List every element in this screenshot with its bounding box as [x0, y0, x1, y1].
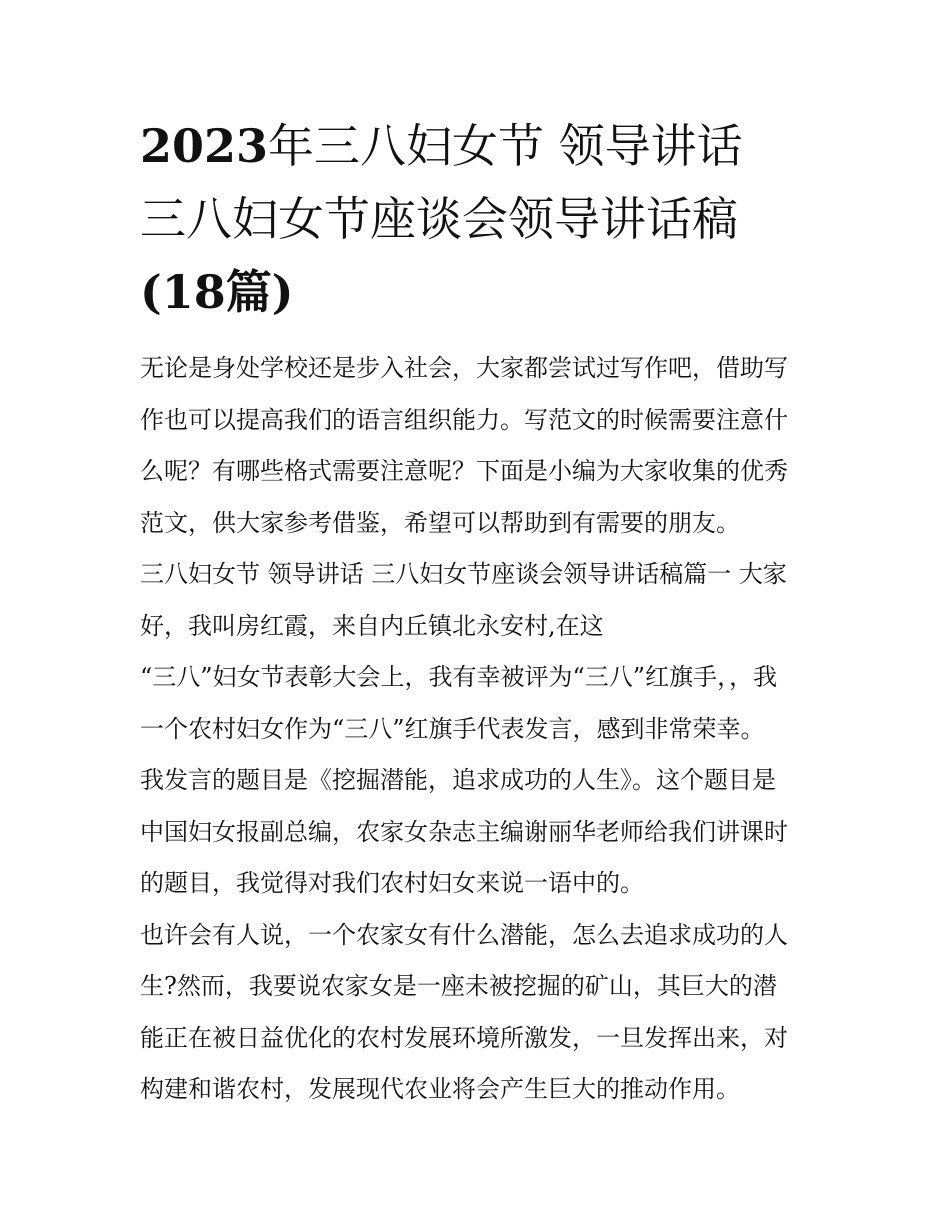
title-text-1: 年三八妇女节 领导讲话 [268, 119, 743, 173]
text-line: 范文，供大家参考借鉴，希望可以帮助到有需要的朋友。 [140, 508, 740, 537]
text-line: 无论是身处学校还是步入社会，大家都尝试过写作吧，借助写 [140, 354, 788, 382]
document-page [140, 110, 820, 1116]
title-text-3: 篇) [225, 265, 294, 319]
text-line: 也许会有人说，一个农家女有什么潜能，怎么去追求成功的人 [140, 920, 788, 949]
text-line: 么呢？有哪些格式需要注意呢？下面是小编为大家收集的优秀 [140, 457, 788, 485]
title-line-2 [140, 183, 820, 256]
text-line: 能正在被日益优化的农村发展环境所激发，一旦发挥出来，对 [140, 1023, 788, 1052]
paragraph-speech-3 [140, 910, 820, 1116]
title-year: 2023 [140, 119, 269, 173]
text-line: 我发言的题目是《挖掘潜能，追求成功的人生》。这个题目是 [140, 766, 776, 794]
paragraph-speech-1 [140, 549, 820, 755]
text-line: 一个农村妇女作为“三八”红旗手代表发言，感到非常荣幸。 [140, 714, 765, 743]
text-line: 的题目，我觉得对我们农村妇女来说一语中的。 [140, 869, 644, 897]
text-line: 中国妇女报副总编，农家女杂志主编谢丽华老师给我们讲课时 [140, 817, 788, 846]
text-line: “三八”妇女节表彰大会上，我有幸被评为“三八”红旗手，，我 [140, 663, 778, 691]
title-text-2: 三八妇女节座谈会领导讲话稿 [140, 192, 738, 246]
text-line: 生?然而，我要说农家女是一座未被挖掘的矿山，其巨大的潜 [140, 972, 777, 1000]
text-line: 三八妇女节 领导讲话 三八妇女节座谈会领导讲话稿篇一 大家 [140, 560, 787, 588]
title-line-3 [140, 256, 820, 329]
paragraph-intro [140, 343, 820, 549]
document-body [140, 343, 820, 1116]
title-count: (18 [140, 265, 226, 319]
title-line-1 [140, 110, 820, 183]
document-title [140, 110, 820, 329]
text-line: 构建和谐农村，发展现代农业将会产生巨大的推动作用。 [140, 1075, 740, 1103]
paragraph-speech-2 [140, 755, 820, 910]
text-line: 好，我叫房红霞，来自内丘镇北永安村,在这 [140, 611, 604, 640]
text-line: 作也可以提高我们的语言组织能力。写范文的时候需要注意什 [140, 405, 788, 434]
